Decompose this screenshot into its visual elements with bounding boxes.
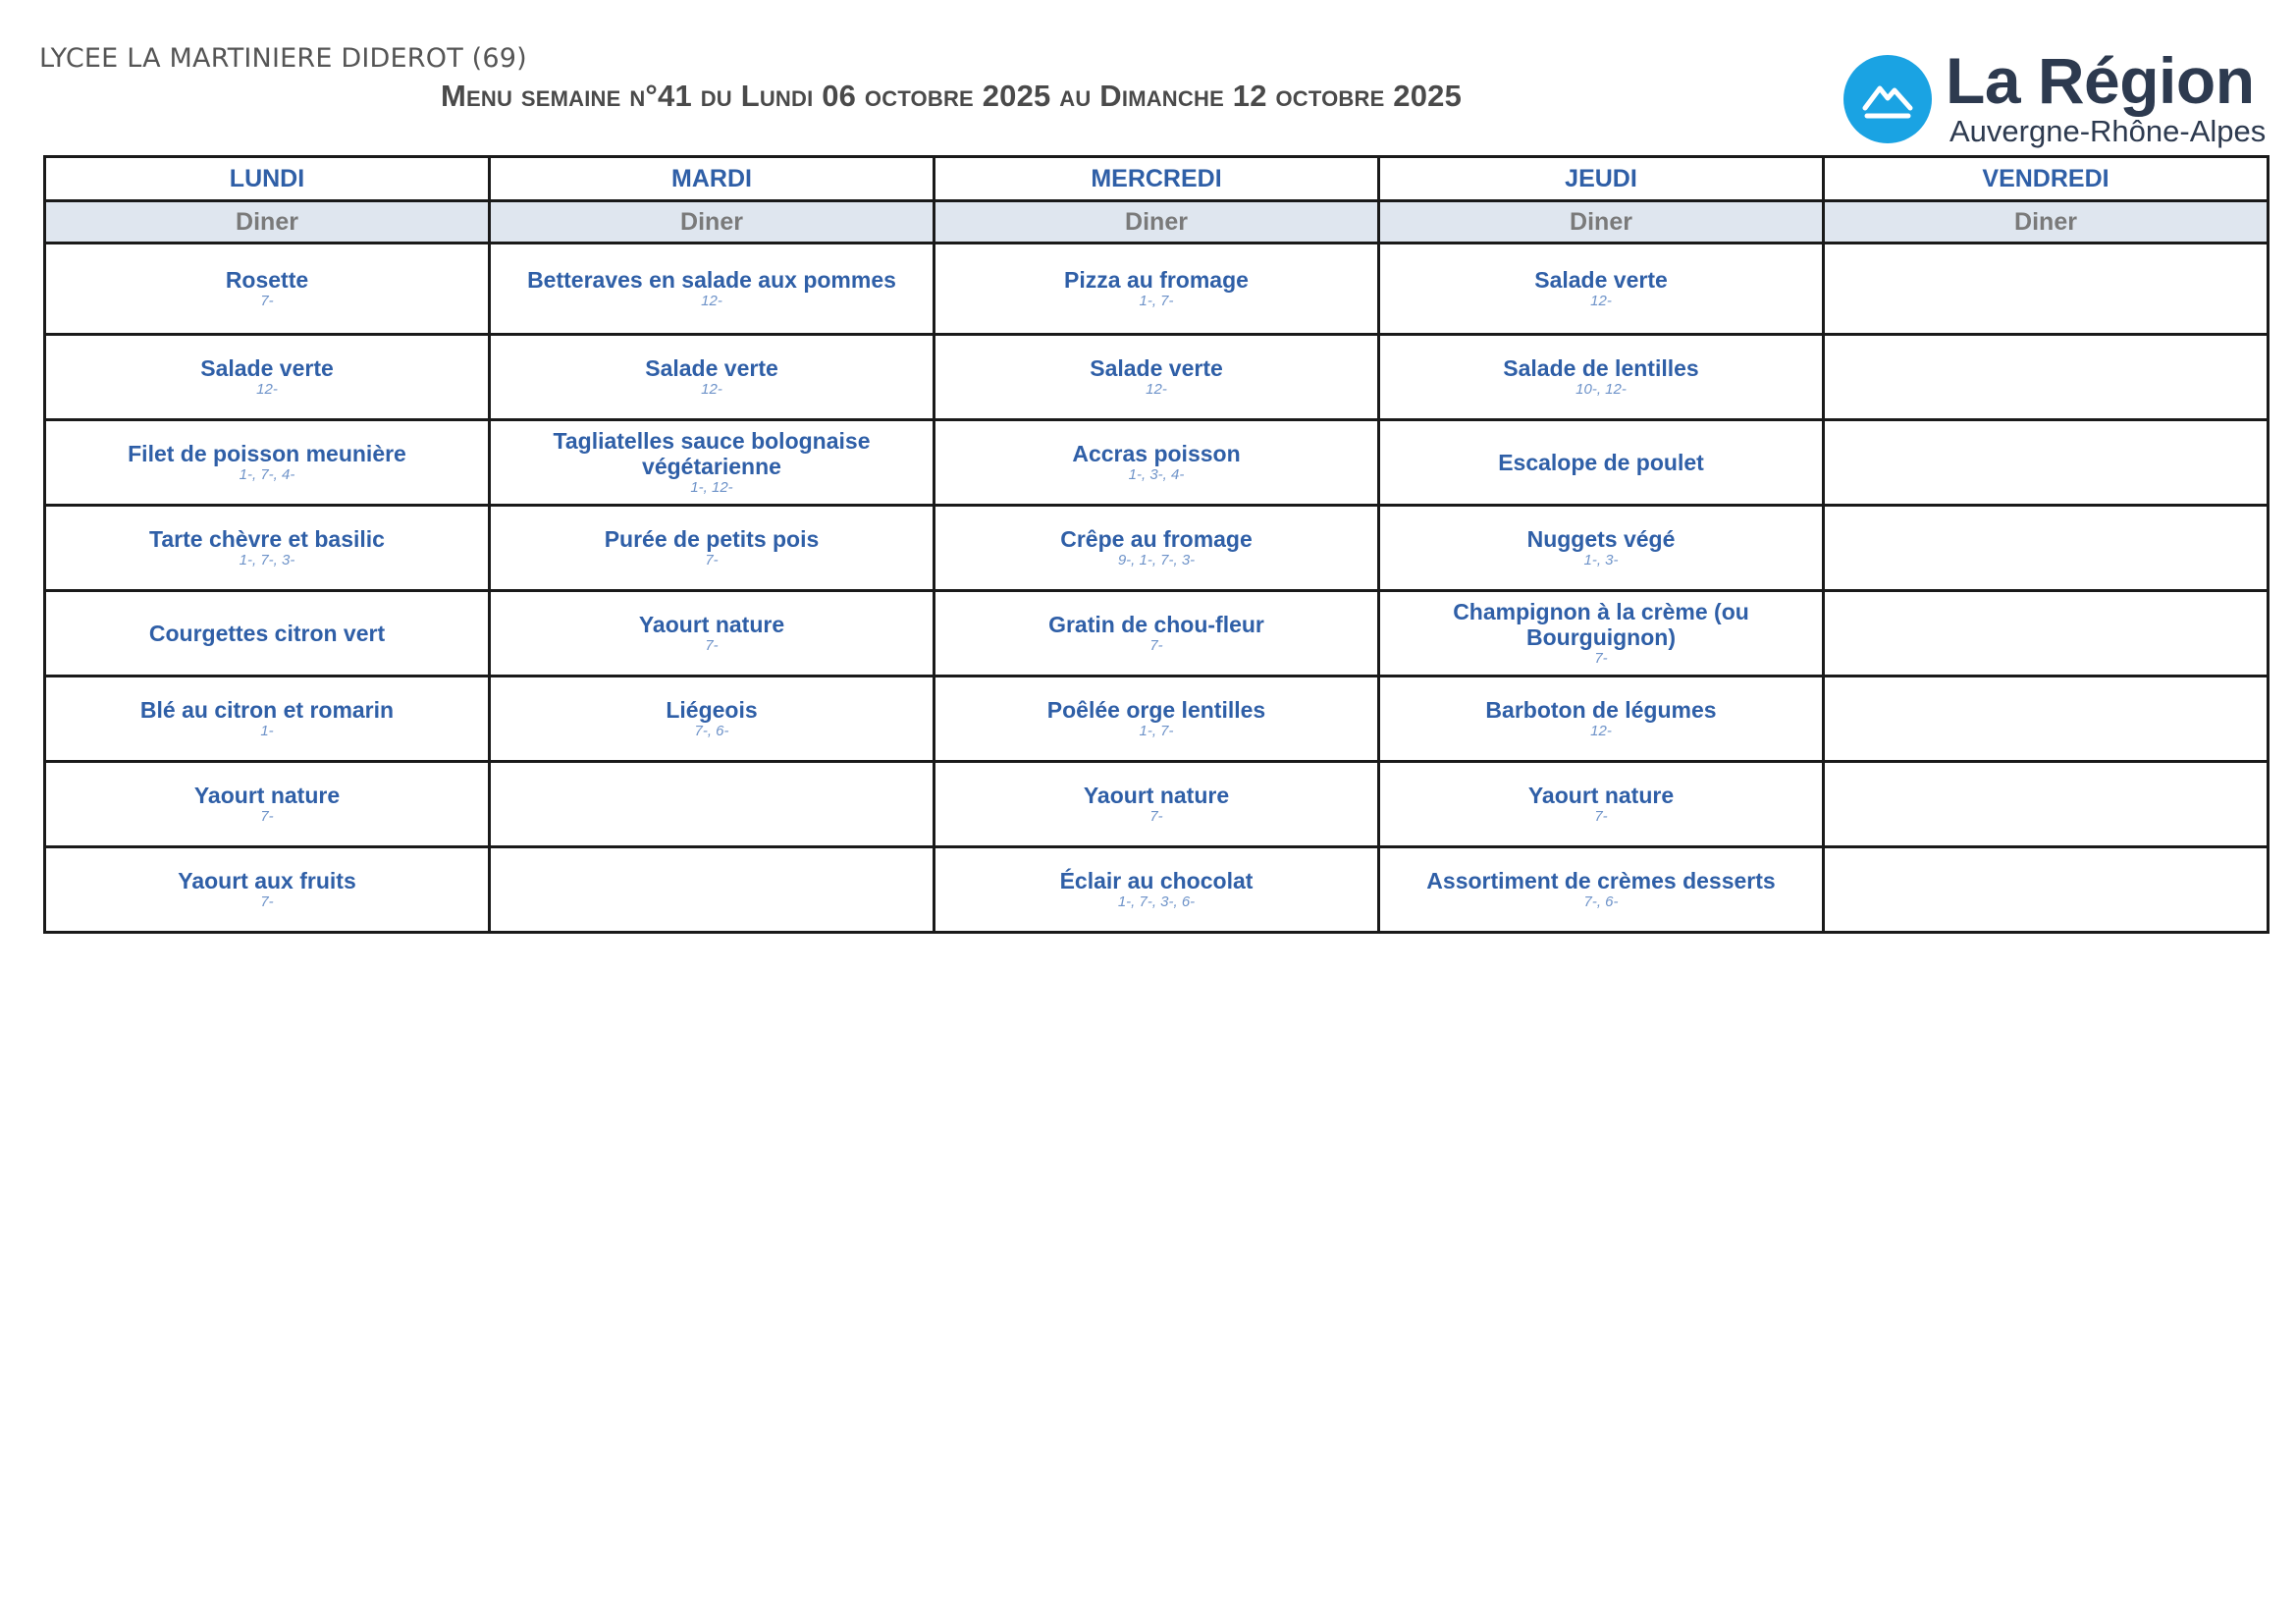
dish-name: Nuggets végé (1526, 526, 1676, 552)
dish-name: Tarte chèvre et basilic (149, 526, 385, 552)
dish-name: Yaourt aux fruits (178, 868, 356, 893)
day-header-mardi: MARDI (490, 157, 934, 201)
dish-name: Champignon à la crème (ou Bourguignon) (1453, 599, 1749, 650)
dish-cell (1379, 420, 1824, 506)
dish-allergens: 1-, 7-, 3- (239, 552, 295, 568)
dish-name: Crêpe au fromage (1060, 526, 1253, 552)
meal-label: Diner (490, 201, 934, 244)
dish-cell (1379, 506, 1824, 591)
dish-name: Assortiment de crèmes desserts (1426, 868, 1776, 893)
dish-allergens: 7- (1594, 650, 1608, 667)
menu-title: Menu semaine n°41 du Lundi 06 octobre 2025 au Dimanche 12 octobre 2025 (441, 79, 1463, 113)
dish-allergens: 12- (1146, 381, 1167, 398)
table-row (45, 506, 2269, 591)
meal-row (45, 201, 2269, 244)
dish-name: Rosette (225, 267, 309, 293)
dish-cell (45, 762, 490, 847)
dish-allergens: 12- (701, 381, 722, 398)
dish-allergens: 7- (260, 808, 274, 825)
dish-name: Éclair au chocolat (1059, 868, 1254, 893)
dish-name: Salade de lentilles (1503, 355, 1699, 381)
dish-cell (1824, 591, 2269, 677)
dish-cell (490, 591, 934, 677)
dish-allergens: 1- (260, 723, 274, 739)
dish-cell (1824, 762, 2269, 847)
region-logo (1843, 44, 2267, 155)
dish-cell (1824, 244, 2269, 335)
school-name: LYCEE LA MARTINIERE DIDEROT (69) (39, 43, 527, 74)
dish-allergens: 12- (256, 381, 278, 398)
dish-name: Blé au citron et romarin (139, 697, 395, 723)
dish-cell (45, 335, 490, 420)
dish-cell (934, 335, 1379, 420)
dish-cell (490, 335, 934, 420)
dish-name: Salade verte (1090, 355, 1223, 381)
dish-name: Gratin de chou-fleur (1048, 612, 1264, 637)
dish-cell (934, 420, 1379, 506)
dish-allergens: 1-, 7-, 4- (239, 466, 295, 483)
table-row (45, 244, 2269, 335)
menu-body (45, 244, 2269, 933)
dish-name: Poêlée orge lentilles (1046, 697, 1266, 723)
dish-cell (934, 506, 1379, 591)
dish-cell (45, 506, 490, 591)
dish-name: Tagliatelles sauce bolognaise végétarienne (553, 428, 871, 479)
dish-allergens: 7- (260, 893, 274, 910)
dish-cell (934, 847, 1379, 933)
menu-table (43, 155, 2269, 934)
dish-name: Pizza au fromage (1064, 267, 1249, 293)
dish-allergens: 7- (1149, 808, 1163, 825)
dish-name: Betteraves en salade aux pommes (527, 267, 896, 293)
dish-allergens: 1-, 3- (1583, 552, 1619, 568)
dish-name: Purée de petits pois (604, 526, 820, 552)
dish-cell (1379, 244, 1824, 335)
dish-allergens: 12- (1590, 723, 1612, 739)
dish-allergens: 7- (705, 637, 719, 654)
dish-cell (934, 591, 1379, 677)
dish-cell (45, 677, 490, 762)
dish-cell (1824, 420, 2269, 506)
dish-name: Yaourt nature (1083, 783, 1230, 808)
dish-name: Barboton de légumes (1485, 697, 1717, 723)
dish-name: Courgettes citron vert (148, 621, 386, 646)
logo-name: La Région (1946, 44, 2255, 117)
dish-name: Salade verte (645, 355, 778, 381)
dish-allergens: 1-, 7-, 3-, 6- (1117, 893, 1196, 910)
table-row (45, 762, 2269, 847)
dish-allergens: 7-, 6- (694, 723, 729, 739)
dish-cell (1379, 762, 1824, 847)
dish-name: Yaourt nature (638, 612, 785, 637)
table-row (45, 677, 2269, 762)
dish-name: Escalope de poulet (1498, 450, 1704, 475)
dish-cell (934, 244, 1379, 335)
day-header-jeudi: JEUDI (1379, 157, 1824, 201)
dish-allergens: 7- (1594, 808, 1608, 825)
dish-name: Yaourt nature (193, 783, 341, 808)
meal-label: Diner (1824, 201, 2269, 244)
dish-cell (490, 847, 934, 933)
day-header-mercredi: MERCREDI (934, 157, 1379, 201)
dish-name: Salade verte (200, 355, 334, 381)
dish-cell (934, 677, 1379, 762)
dish-cell (490, 244, 934, 335)
dish-allergens: 9-, 1-, 7-, 3- (1117, 552, 1196, 568)
dish-cell (45, 420, 490, 506)
dish-cell (1379, 335, 1824, 420)
dish-name: Accras poisson (1072, 441, 1241, 466)
dish-allergens: 1-, 12- (690, 479, 733, 496)
dish-allergens: 1-, 7- (1139, 293, 1174, 309)
dish-cell (1379, 677, 1824, 762)
logo-subtitle: Auvergne-Rhône-Alpes (1949, 114, 2267, 148)
table-row (45, 591, 2269, 677)
dish-cell (1824, 847, 2269, 933)
dish-cell (490, 420, 934, 506)
day-header-lundi: LUNDI (45, 157, 490, 201)
mountain-icon (1843, 55, 1932, 143)
meal-label: Diner (1379, 201, 1824, 244)
dish-allergens: 7- (260, 293, 274, 309)
dish-allergens: 12- (701, 293, 722, 309)
table-row (45, 847, 2269, 933)
dish-cell (1824, 677, 2269, 762)
dish-cell (1379, 591, 1824, 677)
dish-name: Salade verte (1534, 267, 1668, 293)
dish-cell (45, 591, 490, 677)
dish-cell (490, 677, 934, 762)
meal-label: Diner (934, 201, 1379, 244)
dish-allergens: 1-, 3-, 4- (1128, 466, 1185, 483)
dish-cell (490, 762, 934, 847)
table-row (45, 420, 2269, 506)
dish-allergens: 7-, 6- (1583, 893, 1619, 910)
day-header-vendredi: VENDREDI (1824, 157, 2269, 201)
dish-allergens: 7- (1149, 637, 1163, 654)
dish-cell (45, 847, 490, 933)
dish-cell (934, 762, 1379, 847)
dish-name: Yaourt nature (1527, 783, 1675, 808)
dish-cell (45, 244, 490, 335)
dish-cell (490, 506, 934, 591)
dish-allergens: 10-, 12- (1575, 381, 1627, 398)
dish-cell (1824, 506, 2269, 591)
meal-label: Diner (45, 201, 490, 244)
dish-cell (1379, 847, 1824, 933)
dish-name: Liégeois (666, 697, 758, 723)
dish-allergens: 7- (705, 552, 719, 568)
table-row (45, 335, 2269, 420)
dish-name: Filet de poisson meunière (128, 441, 406, 466)
dish-allergens: 1-, 7- (1139, 723, 1174, 739)
dish-cell (1824, 335, 2269, 420)
day-header-row (45, 157, 2269, 201)
dish-allergens: 12- (1590, 293, 1612, 309)
